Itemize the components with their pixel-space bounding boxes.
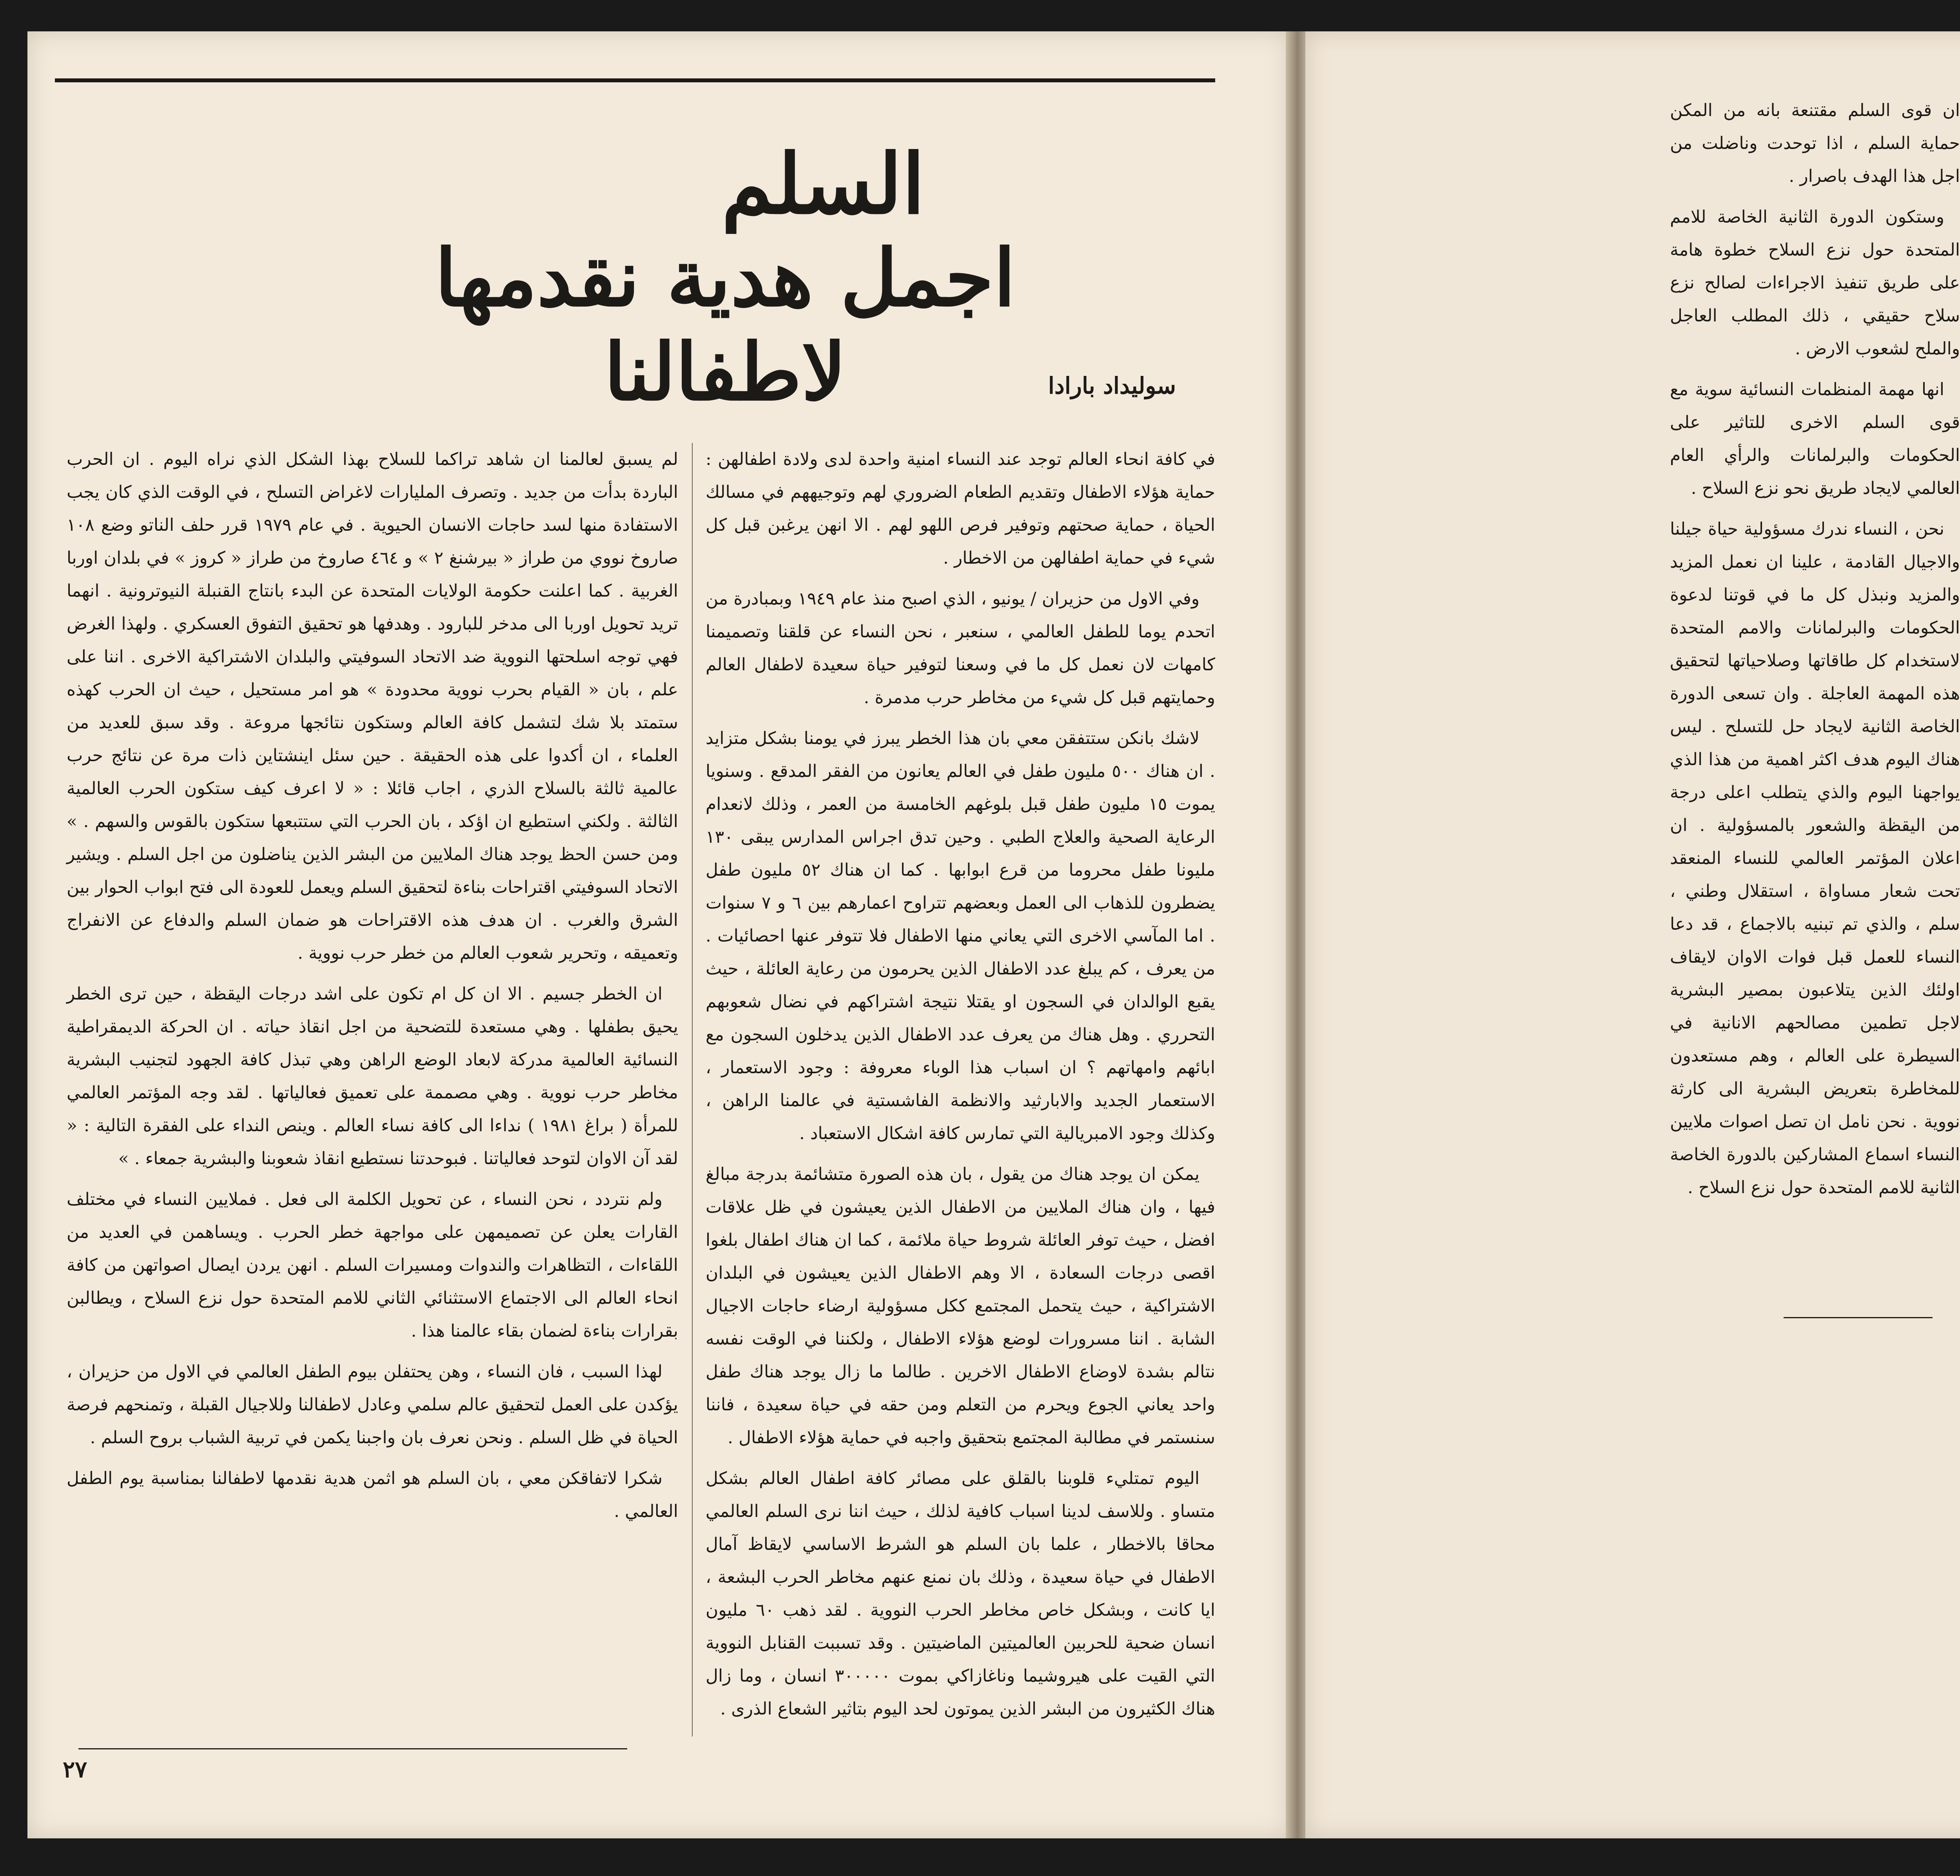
right-page-column-3 (1670, 94, 1960, 1212)
paragraph: انها مهمة المنظمات النسائية سوية مع قوى السلم الاخرى للتاثير على الحكومات والبرلمانات والرأي العام العالمي لايجاد طريق نحو نزع السلاح . (1670, 379, 1960, 498)
paragraph: لم يسبق لعالمنا ان شاهد تراكما للسلاح بهذا الشكل الذي نراه اليوم . ان الحرب الباردة بدأت من جديد . وتصرف المليارات لاغراض التسلح ، في الوقت الذي كان يجب الاستفادة منها لسد حاجات الانسان الحيوية . في عام ١٩٧٩ قرر حلف الناتو وضع ١٠٨ صاروخ نووي من طراز « بيرشنغ ٢ » و ٤٦٤ صاروخ من طراز « كروز » في بلدان اوربا الغربية . كما اعلنت حكومة الولايات المتحدة عن البدء بانتاج القنبلة النيوترونية . انهما تريد تحويل اوربا الى مدخر للبارود . وهدفها هو تحقيق التفوق العسكري . ولهذا الغرض فهي توجه اسلحتها النووية ضد الاتحاد السوفيتي والبلدان الاشتراكية الاخرى . اننا على علم ، بان « القيام بحرب نووية محدودة » هو امر مستحيل ، حيث ان الحرب كهذه ستمتد بلا شك لتشمل كافة العالم وستكون نتائجها مروعة . وقد سبق للعديد من العلماء ، ان أكدوا على هذه الحقيقة . حين سئل اينشتاين ذات مرة عن نتائج حرب عالمية ثالثة بالسلاح الذري ، اجاب قائلا : « لا اعرف كيف ستكون الحرب العالمية الثالثة . ولكني استطيع ان اؤكد ، بان الحرب التي ستتبعها ستكون بالقوس والسهم . » ومن حسن الحظ يوجد هناك الملايين من البشر الذين يناضلون من اجل السلم . ويشير الاتحاد السوفيتي اقتراحات بناءة لتحقيق السلم ويعمل للعودة الى فتح ابواب الحوار بين الشرق والغرب . ان هدف هذه الاقتراحات هو ضمان السلم والدفاع عن الانفراج وتعميقه ، وتحرير شعوب العالم من خطر حرب نووية . (67, 449, 679, 963)
left-page-column-right (706, 443, 1215, 1733)
paragraph: اليوم تمتليء قلوبنا بالقلق على مصائر كافة اطفال العالم بشكل متساو . وللاسف لدينا اسباب كافية لذلك ، حيث اننا نرى السلم العالمي محاقا بالاخطار ، علما بان السلم هو الشرط الاساسي لايقاظ آمال الاطفال في حياة سعيدة ، وذلك بان نمنع عنهم مخاطر الحرب البشعة ، ايا كانت ، وبشكل خاص مخاطر الحرب النووية . لقد ذهب ٦٠ مليون انسان ضحية للحربين العالميتين الماضيتين . وقد تسببت القنابل النووية التي القيت على هيروشيما وناغازاكي بموت ٣٠٠٠٠٠ انسان ، وما زال هناك الكثيرون من البشر الذين يموتون لحد اليوم بتاثير الشعاع الذرى . (706, 1468, 1215, 1719)
section-end-rule (1784, 1317, 1933, 1318)
paragraph: وفي الاول من حزيران / يونيو ، الذي اصبح منذ عام ١٩٤٩ وبمبادرة من اتحدم يوما للطفل العالمي ، سنعبر ، نحن النساء عن قلقنا وتصميمنا كامهات لان نعمل كل ما في وسعنا لتوفير حياة سعيدة لاطفال العالم وحمايتهم قبل كل شيء من مخاطر حرب مدمرة . (706, 589, 1215, 708)
article-byline: سوليداد بارادا (1048, 372, 1176, 399)
header-rule (55, 78, 1215, 82)
paragraph: ان قوى السلم مقتنعة بانه من المكن حماية السلم ، اذا توحدت وناضلت من اجل هذا الهدف باصرار . (1670, 100, 1960, 186)
paragraph: وستكون الدورة الثانية الخاصة للامم المتحدة حول نزع السلاح خطوة هامة على طريق تنفيذ الاجراءات لصالح نزع سلاح حقيقي ، ذلك المطلب العاجل والملح لشعوب الارض . (1670, 207, 1960, 359)
column-separator (692, 443, 693, 1736)
paragraph: ولم نتردد ، نحن النساء ، عن تحويل الكلمة الى فعل . فملايين النساء في مختلف القارات يعلن عن تصميمهن على مواجهة خطر الحرب . ويساهمن في العديد من اللقاءات ، التظاهرات والندوات ومسيرات السلم . انهن يردن ايصال اصواتهن من كافة انحاء العالم الى الاجتماع الاستثنائي الثاني للامم المتحدة حول نزع السلاح ، ويطالبن بقرارات بناءة لضمان بقاء عالمنا هذا . (67, 1189, 678, 1341)
paragraph: في كافة انحاء العالم توجد عند النساء امنية واحدة لدى ولادة اطفالهن : حماية هؤلاء الاطفال وتقديم الطعام الضروري لهم وتوجيههم في مسالك الحياة ، حماية صحتهم وتوفير فرص اللهو لهم . الا انهن يرغبن قبل كل شيء في حماية اطفالهن من الاخطار . (706, 449, 1215, 568)
paragraph: نحن ، النساء ندرك مسؤولية حياة جيلنا والاجيال القادمة ، علينا ان نعمل المزيد والمزيد ونبذل كل ما في قوتنا لدعوة الحكومات والبرلمانات والامم المتحدة لاستخدام كل طاقاتها وصلاحياتها لتحقيق هذه المهمة العاجلة . وان تسعى الدورة الخاصة الثانية لايجاد حل للتسلح . ليس هناك اليوم هدف اكثر اهمية من هذا الذي يواجهنا اليوم والذي يتطلب اعلى درجة من اليقظة والشعور بالمسؤولية . ان اعلان المؤتمر العالمي للنساء المنعقد تحت شعار مساواة ، استقلال وطني ، سلم ، والذي تم تبنيه بالاجماع ، قد دعا النساء للعمل قبل فوات الاوان لايقاف اولئك الذين يتلاعبون بمصير البشرية لاجل تطمين مصالحهم الانانية في السيطرة على العالم ، وهم مستعدون للمخاطرة بتعريض البشرية الى كارثة نووية . نحن نامل ان تصل اصوات ملايين النساء اسماع المشاركين بالدورة الخاصة الثانية للامم المتحدة حول نزع السلاح . (1670, 519, 1960, 1197)
paragraph: لاشك بانكن ستتفقن معي بان هذا الخطر يبرز في يومنا بشكل متزايد . ان هناك ٥٠٠ مليون طفل في العالم يعانون من الفقر المدقع . وسنويا يموت ١٥ مليون طفل قبل بلوغهم الخامسة من العمر ، وذلك لانعدام الرعاية الصحية والعلاج الطبي . وحين تدق اجراس المدارس يبقى ١٣٠ مليونا طفل محروما من قرع ابوابها . كما ان هناك ٥٢ مليون طفل يضطرون للذهاب الى العمل وبعضهم تتراوح اعمارهم بين ٦ و ٧ سنوات . اما المآسي الاخرى التي يعاني منها الاطفال فلا تتوفر عنها احصائيات . من يعرف ، كم يبلغ عدد الاطفال الذين يحرمون من رعاية العائلة ، حيث يقبع الوالدان في السجون او يقتلا نتيجة اشتراكهم في نضال شعوبهم التحرري . وهل هناك من يعرف عدد الاطفال الذين يدخلون السجون مع ابائهم وامهاتهم ؟ ان اسباب هذا الوباء معروفة : وجود الاستعمار ، الاستعمار الجديد والابارثيد والانظمة الفاشستية في عالمنا الراهن ، وكذلك وجود الامبريالية التي تمارس كافة اشكال الاستعباد . (706, 728, 1216, 1143)
paragraph: شكرا لاتفاقكن معي ، بان السلم هو اثمن هدية نقدمها لاطفالنا بمناسبة يوم الطفل العالمي . (67, 1468, 678, 1521)
page-number-left: ٢٧ (63, 1756, 87, 1783)
paragraph: ان الخطر جسيم . الا ان كل ام تكون على اشد درجات اليقظة ، حين ترى الخطر يحيق بطفلها . وهي مستعدة للتضحية من اجل انقاذ حياته . ان الحركة الديمقراطية النسائية العالمية مدركة لابعاد الوضع الراهن وهي تبذل كافة الجهود لتجنيب البشرية مخاطر حرب نووية . وهي مصممة على تعميق فعالياتها . لقد وجه المؤتمر العالمي للمرأة ( براغ ١٩٨١ ) نداءا الى كافة نساء العالم . وينص النداء على الفقرة التالية : « لقد آن الاوان لتوحد فعالياتنا . فبوحدتنا نستطيع انقاذ شعوبنا والبشرية جمعاء . » (67, 984, 678, 1168)
footer-rule (78, 1748, 627, 1749)
paragraph: لهذا السبب ، فان النساء ، وهن يحتفلن بيوم الطفل العالمي في الاول من حزيران ، يؤكدن على العمل لتحقيق عالم سلمي وعادل لاطفالنا وللاجيال القبلة ، وتمنحهم فرصة الحياة في ظل السلم . ونحن نعرف بان واجبنا يكمن في تربية الشباب بروح السلم . (67, 1362, 678, 1448)
article-title-line1: السلم (721, 136, 925, 232)
left-page-column-left (67, 443, 678, 1536)
paragraph: يمكن ان يوجد هناك من يقول ، بان هذه الصورة متشائمة بدرجة مبالغ فيها ، وان هناك الملايين من الاطفال الذين يعيشون في ظل علاقات افضل ، حيث توفر العائلة شروط حياة ملائمة ، كما ان هناك اطفال بلغوا اقصى درجات السعادة ، الا وهم الاطفال الذين يعيشون في البلدان الاشتراكية ، حيث يتحمل المجتمع ككل مسؤولية ارضاء حاجات الاجيال الشابة . اننا مسرورات لوضع هؤلاء الاطفال ، ولكننا في الوقت نفسه نتالم بشدة لاوضاع الاطفال الاخرين . طالما ما زال يوجد هناك طفل واحد يعاني الجوع ويحرم من التعلم ومن حقه في حياة سعيدة ، فاننا سنستمر في مطالبة المجتمع بتحقيق واجبه في حماية هؤلاء الاطفال . (706, 1164, 1215, 1448)
article-title-line2: اجمل هدية نقدمها لاطفالنا (435, 232, 1016, 418)
